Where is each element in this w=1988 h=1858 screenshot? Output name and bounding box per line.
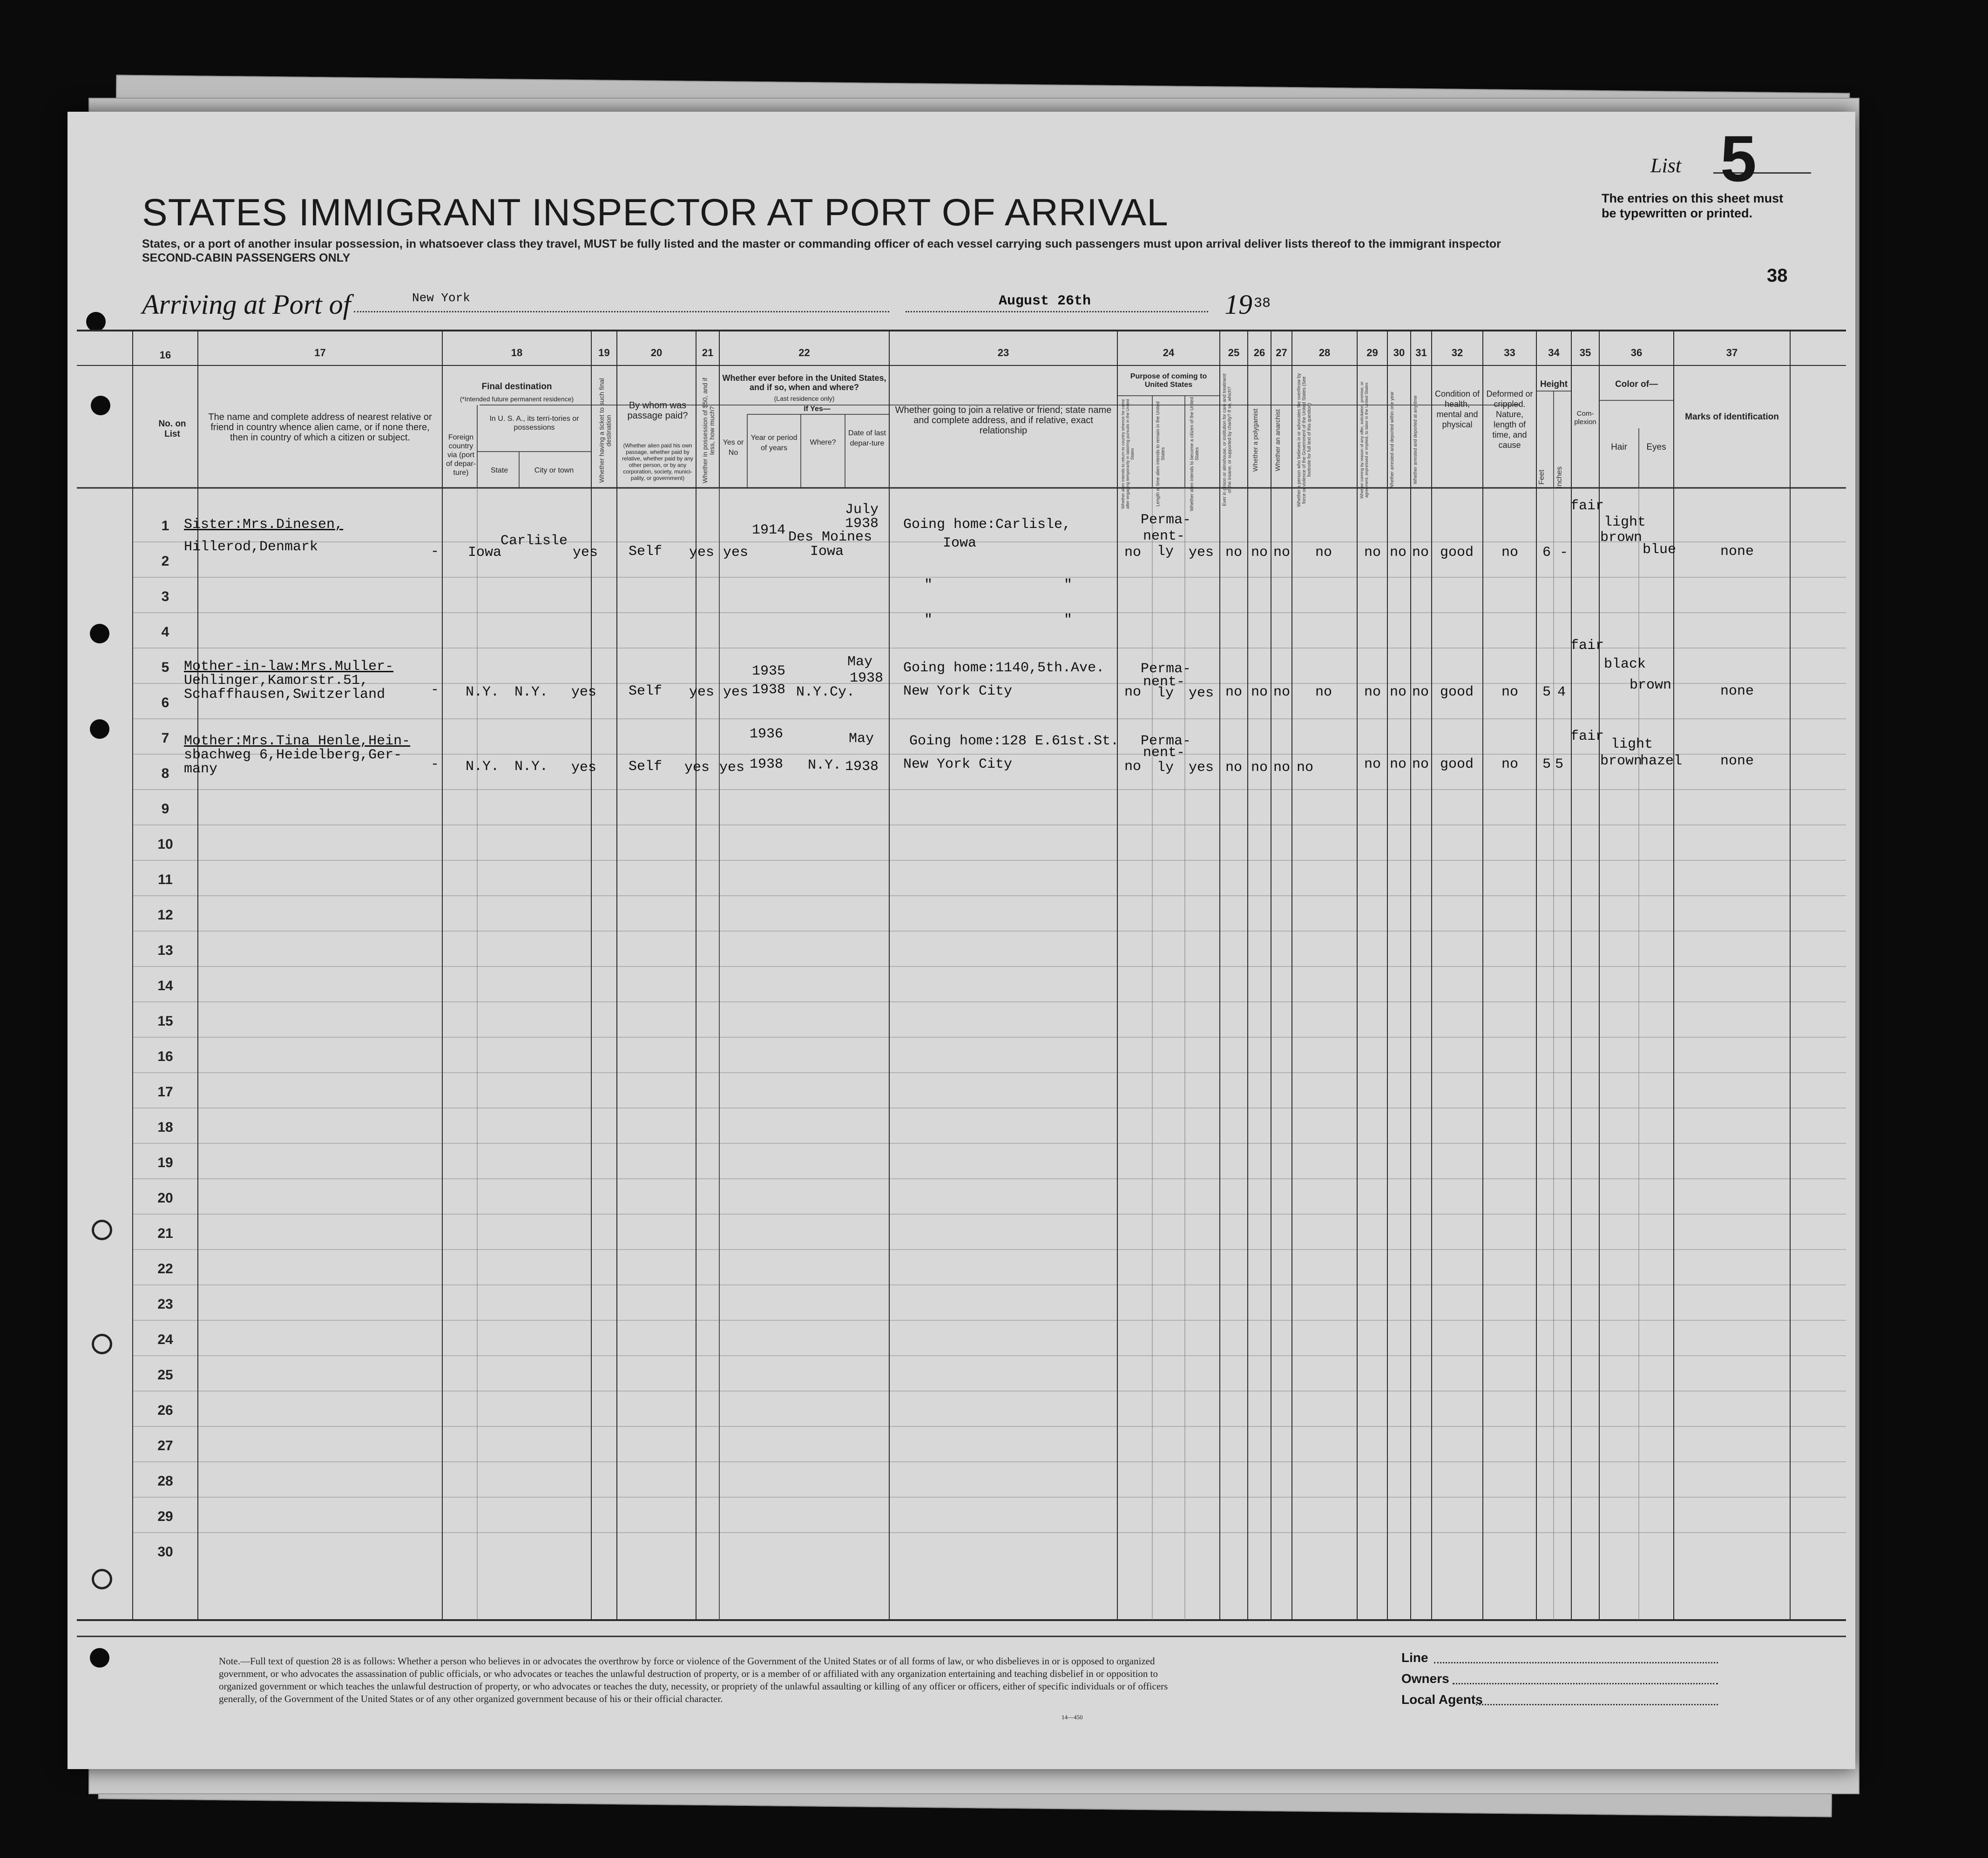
row-number: 3 [161,589,169,604]
col-num-31: 31 [1415,347,1427,358]
col-head-height: Height [1540,379,1568,389]
row-number: 12 [157,907,173,923]
col-head-deformed: Deformed or crippled. Nature, length of time, and cause [1486,389,1533,450]
col-head-purpose-citizen: Whether alien intends to become a citizen of the United States [1190,397,1200,511]
has-50: yes [689,684,715,700]
col-num-16: 16 [159,349,171,361]
intend-return: no [1124,684,1142,700]
col-head-marks: Marks of identification [1685,412,1779,422]
col-head-passage-paid: By whom was passage paid? [627,400,688,421]
col-num-17: 17 [314,347,326,358]
last-departure: May [849,731,874,747]
deported-any: no [1412,757,1429,772]
health: good [1440,545,1474,561]
col-head-overthrow: Whether a person who believes in or advocates the overthrow by force or violence of the Government of the United States (See footnote for full text of this question) [1297,373,1312,507]
has-50: yes [689,545,715,561]
col-head-state: State [490,466,508,474]
become-citizen: yes [1189,545,1214,561]
length-of-stay: Perma- [1141,512,1191,528]
paid-by: Self [629,683,663,699]
row-number: 27 [157,1438,173,1453]
join-relative: Going home:1140,5th.Ave. [903,660,1105,676]
prison: no [1225,684,1243,700]
dest-city: N.Y. [514,684,548,700]
col-head-relative: The name and complete address of nearest relative or friend in country whence alien came, or if none there, then in country of which a citizen or subject. [208,412,432,443]
arriving-label: Arriving at Port of [142,289,351,320]
dest-city: Carlisle [500,533,568,549]
col-head-join-relative: Whether going to join a relative or friend; state name and complete address, and if relative, exact relationship [895,405,1112,436]
last-departure: 1938 [845,516,879,532]
before-year: 1914 [752,522,786,538]
col-num-26: 26 [1253,347,1265,358]
relative-line: many [184,761,218,777]
ticket: yes [571,760,597,776]
height-feet: 6 [1542,545,1551,561]
hair-color: brown [1600,753,1643,769]
col-num-18: 18 [511,347,523,358]
col-num-34: 34 [1548,347,1560,358]
deported-1yr: no [1390,684,1407,700]
deported-1yr: no [1390,545,1407,561]
complexion: fair [1570,729,1604,744]
col-head-city: City or town [534,466,574,474]
line-label: Line [1401,1650,1428,1665]
ditto-mark: " [1064,577,1073,593]
has-50: yes [684,760,710,776]
complexion: fair [1570,638,1604,654]
labor-offer: no [1364,545,1381,561]
relative-line: Uehlinger,Kamorstr.51, [184,673,369,689]
col-head-in-usa: In U. S. A., its terri-tories or possessions [489,415,579,432]
typewritten-note-line-1: The entries on this sheet must [1602,191,1784,205]
col-num-21: 21 [702,347,714,358]
prison: no [1225,545,1243,561]
dest-state: N.Y. [466,759,500,775]
col-head-deported-any: Whether arrested and deported at any time [1413,395,1418,485]
row-number: 24 [157,1332,173,1347]
deformed: no [1501,757,1519,772]
row-number: 13 [157,943,173,958]
marks: none [1720,753,1754,769]
col-head-yes-no: Yes or No [723,439,744,457]
list-number: 5 [1720,122,1757,195]
ditto-mark: " [924,577,933,593]
hair-color: brown [1600,530,1643,546]
hair-color: light [1611,736,1653,752]
height-inches: 5 [1555,757,1564,772]
overthrow: no [1297,760,1314,776]
length-of-stay: nent- [1143,745,1185,761]
col-head-deported-1yr: Whether arrested and deported within one year [1390,391,1395,489]
dest-state: Iowa [468,545,502,561]
before-year: 1935 [752,663,786,679]
class-line: SECOND-CABIN PASSENGERS ONLY [142,251,351,264]
row-number: 22 [157,1261,173,1277]
anarchist: no [1273,684,1291,700]
health: good [1440,684,1474,700]
date-value: August 26th [999,293,1091,309]
row-number: 14 [157,978,173,993]
year-prefix: 19 [1224,289,1252,320]
col-head-if-yes: If Yes— [804,405,831,413]
ditto-mark: " [924,612,933,628]
col-num-36: 36 [1630,347,1643,358]
col-head-passage-paid-sub: (Whether alien paid his own passage, whether paid by relative, whether paid by any other person, or by any corporation, society, munici-pality, or government) [622,442,693,481]
owners-underline [1453,1683,1718,1684]
length-of-stay: nent- [1143,674,1185,690]
relative-line: sbachweg 6,Heidelberg,Ger- [184,747,402,763]
overthrow: no [1315,545,1332,561]
before-year: 1938 [752,682,786,698]
col-head-anarchist: Whether an anarchist [1274,409,1281,471]
row-number: 16 [157,1049,173,1064]
row-number: 29 [157,1509,173,1524]
become-citizen: yes [1189,685,1214,701]
hair-color: light [1604,514,1646,530]
col-num-27: 27 [1276,347,1287,358]
col-head-feet: Feet [1538,470,1546,485]
row-number: 28 [157,1473,173,1489]
local-agents-underline [1476,1704,1718,1705]
complexion: fair [1570,498,1604,514]
col-head-color-of: Color of— [1615,379,1658,389]
col-head-final-destination: Final destination [481,382,552,392]
row-number: 21 [157,1226,173,1241]
col-head-last-departure: Date of last depar-ture [848,429,886,447]
deported-any: no [1412,684,1429,700]
row-number: 10 [157,837,173,852]
col-head-health: Condition of health, mental and physical [1434,389,1480,429]
eye-color: hazel [1640,753,1683,769]
anarchist: no [1273,545,1291,561]
col-num-32: 32 [1451,347,1463,358]
row-number: 23 [157,1297,173,1312]
before-year: 1938 [750,757,784,772]
before-yesno: yes [723,545,749,561]
col-num-22: 22 [798,347,810,358]
form-grid [68,112,1855,1769]
col-head-purpose-return: Whether alien intends to return to country whence he came after engaging temporarily in laboring pursuits in the United States [1121,399,1135,509]
polygamist: no [1251,760,1268,776]
footnote-text: Note.—Full text of question 28 is as follows: Whether a person who believes in or advocates the overthrow by force or violence of the Government of the United States or of all forms of law, or who disbelieves in or is opposed to organized government, or who advocates the assassination of public officials, or who advocates or teaches the unlawful destruction of property, or is a member of or affiliated with any organization entertaining and teaching disbelief in or opposition to organized government or which teaches the unlawful destruction of property, or who advocates or teaches the duty, necessity, or propriety of the unlawful assaulting or killing of any officer or officers, either of specific individuals or of officers generally, of the Government of the United States or of any other organized government because of his or their official character. [219,1655,1168,1704]
dest-state: N.Y. [466,684,500,700]
row-number: 9 [161,801,169,817]
col-head-50-dollars: Whether in possession of $50, and if less, how much? [701,378,716,484]
page-subtitle: States, or a port of another insular possession, in whatsoever class they travel, MUST be fully listed and the master or commanding officer of each vessel carrying such passengers must upon arrival deliver lists thereof to the immigrant inspector [142,237,1501,250]
length-of-stay: nent- [1143,528,1185,544]
height-feet: 5 [1542,757,1551,772]
last-departure: July [845,502,879,518]
deported-any: no [1412,545,1429,561]
join-relative: New York City [903,683,1013,699]
relative-line: Mother:Mrs.Tina Henle,Hein- [184,733,411,749]
foreign-via: - [431,544,440,560]
height-feet: 5 [1542,684,1551,700]
height-inches: - [1560,545,1569,561]
become-citizen: yes [1189,760,1214,776]
col-num-30: 30 [1393,347,1405,358]
ticket: yes [573,545,598,561]
row-number: 5 [161,660,169,675]
before-where: Des Moines [788,529,872,545]
intend-return: no [1124,545,1142,561]
row-number: 2 [161,554,169,569]
col-head-ever-before: Whether ever before in the United States, and if so, when and where? [722,373,886,392]
last-departure: 1938 [850,670,884,686]
hair-color: black [1604,656,1646,672]
page-title: STATES IMMIGRANT INSPECTOR AT PORT OF ARRIVAL [142,191,1169,234]
join-relative: Going home:Carlisle, [903,517,1071,533]
page-number: 38 [1767,265,1788,286]
col-num-28: 28 [1319,347,1331,358]
length-of-stay: ly [1157,544,1174,560]
col-head-last-residence: (Last residence only) [774,395,835,402]
deformed: no [1501,545,1519,561]
row-number: 25 [157,1367,173,1383]
deformed: no [1501,684,1519,700]
intend-return: no [1124,759,1142,775]
length-of-stay: Perma- [1141,661,1191,677]
col-head-year-period: Year or period of years [751,434,798,452]
col-head-hair: Hair [1611,442,1627,452]
owners-label: Owners [1401,1671,1449,1686]
foreign-via: - [431,757,440,772]
relative-line: Hillerod,Denmark [184,539,318,555]
list-label: List [1650,154,1682,177]
relative-line: Sister:Mrs.Dinesen, [184,517,344,533]
row-number: 11 [158,872,173,887]
local-agents-label: Local Agents [1401,1692,1483,1707]
col-num-33: 33 [1504,347,1515,358]
col-head-purpose: Purpose of coming to United States [1130,372,1207,389]
row-number: 6 [161,695,169,710]
col-num-25: 25 [1228,347,1240,358]
before-where: N.Y.Cy. [796,684,855,700]
overthrow: no [1315,684,1332,700]
col-head-final-destination-sub: (*Intended future permanent residence) [460,395,574,403]
col-num-23: 23 [997,347,1009,358]
row-number: 18 [157,1120,173,1135]
row-number: 4 [161,624,169,640]
col-num-24: 24 [1163,347,1175,358]
typewritten-note-line-2: be typewritten or printed. [1602,206,1753,220]
col-num-29: 29 [1366,347,1378,358]
polygamist: no [1251,545,1268,561]
before-year: 1936 [750,726,784,742]
col-head-polygamist: Whether a polygamist [1251,408,1259,472]
col-head-prison: Ever in prison or almshouse, or institution for care and treatment of the insane, or supported by charity? If so, which? [1222,373,1232,507]
join-relative: New York City [903,757,1013,772]
length-of-stay: Perma- [1141,733,1191,749]
before-yesno: yes [719,760,745,776]
relative-line: Schaffhausen,Switzerland [184,687,385,703]
ditto-mark: " [1064,612,1073,628]
foreign-via: - [431,682,440,698]
row-number: 26 [157,1403,173,1418]
health: good [1440,757,1474,772]
row-number: 7 [161,730,169,746]
row-number: 17 [157,1084,173,1100]
length-of-stay: ly [1157,760,1174,776]
row-number: 20 [157,1190,173,1206]
labor-offer: no [1364,684,1381,700]
join-relative: Going home:128 E.61st.St. [909,733,1119,749]
last-departure: 1938 [845,759,879,775]
row-number: 15 [157,1013,173,1029]
line-underline [1434,1662,1718,1663]
col-head-no-on-list: No. on List [158,419,186,439]
row-number: 1 [161,518,169,534]
last-departure: May [847,654,873,670]
marks: none [1720,683,1754,699]
height-inches: 4 [1557,684,1566,700]
col-num-20: 20 [650,347,663,358]
row-number: 30 [157,1544,173,1560]
col-num-19: 19 [598,347,610,358]
col-head-ticket: Whether having a ticket to such final destination [598,378,612,483]
col-num-35: 35 [1579,347,1591,358]
col-head-inches: Inches [1555,466,1563,488]
col-head-where: Where? [810,439,836,446]
col-num-37: 37 [1726,347,1738,358]
row-number: 19 [157,1155,173,1170]
col-head-foreign-via: Foreign country via (port of depar-ture) [446,433,476,477]
before-yesno: yes [723,684,749,700]
col-head-complexion: Com-plexion [1574,410,1596,426]
marks: none [1720,544,1754,560]
polygamist: no [1251,684,1268,700]
manifest-sheet [68,112,1855,1769]
ticket: yes [571,684,597,700]
before-where: Iowa [810,544,844,560]
prison: no [1225,760,1243,776]
col-head-eyes: Eyes [1646,442,1666,452]
dest-city: N.Y. [514,759,548,775]
deported-1yr: no [1390,757,1407,772]
relative-line: Mother-in-law:Mrs.Muller- [184,659,394,675]
port-value: New York [412,291,470,305]
length-of-stay: ly [1157,685,1174,701]
before-where: N.Y. [808,757,842,773]
col-head-purpose-length: Length of time alien intends to remain in the United States [1156,401,1166,507]
form-number: 14—450 [1062,1714,1083,1721]
year-suffix: 38 [1254,296,1271,311]
eye-color: blue [1643,542,1677,558]
join-relative: Iowa [943,535,977,551]
row-number: 8 [161,766,169,781]
col-head-labor-offer: Whether coming by reason of any offer, solicitation, promise, or agreement, expressed or implied, to labor in the United States [1359,381,1369,499]
paid-by: Self [629,544,663,560]
eye-color: brown [1630,677,1672,693]
labor-offer: no [1364,757,1381,772]
anarchist: no [1273,760,1291,776]
paid-by: Self [629,759,663,775]
